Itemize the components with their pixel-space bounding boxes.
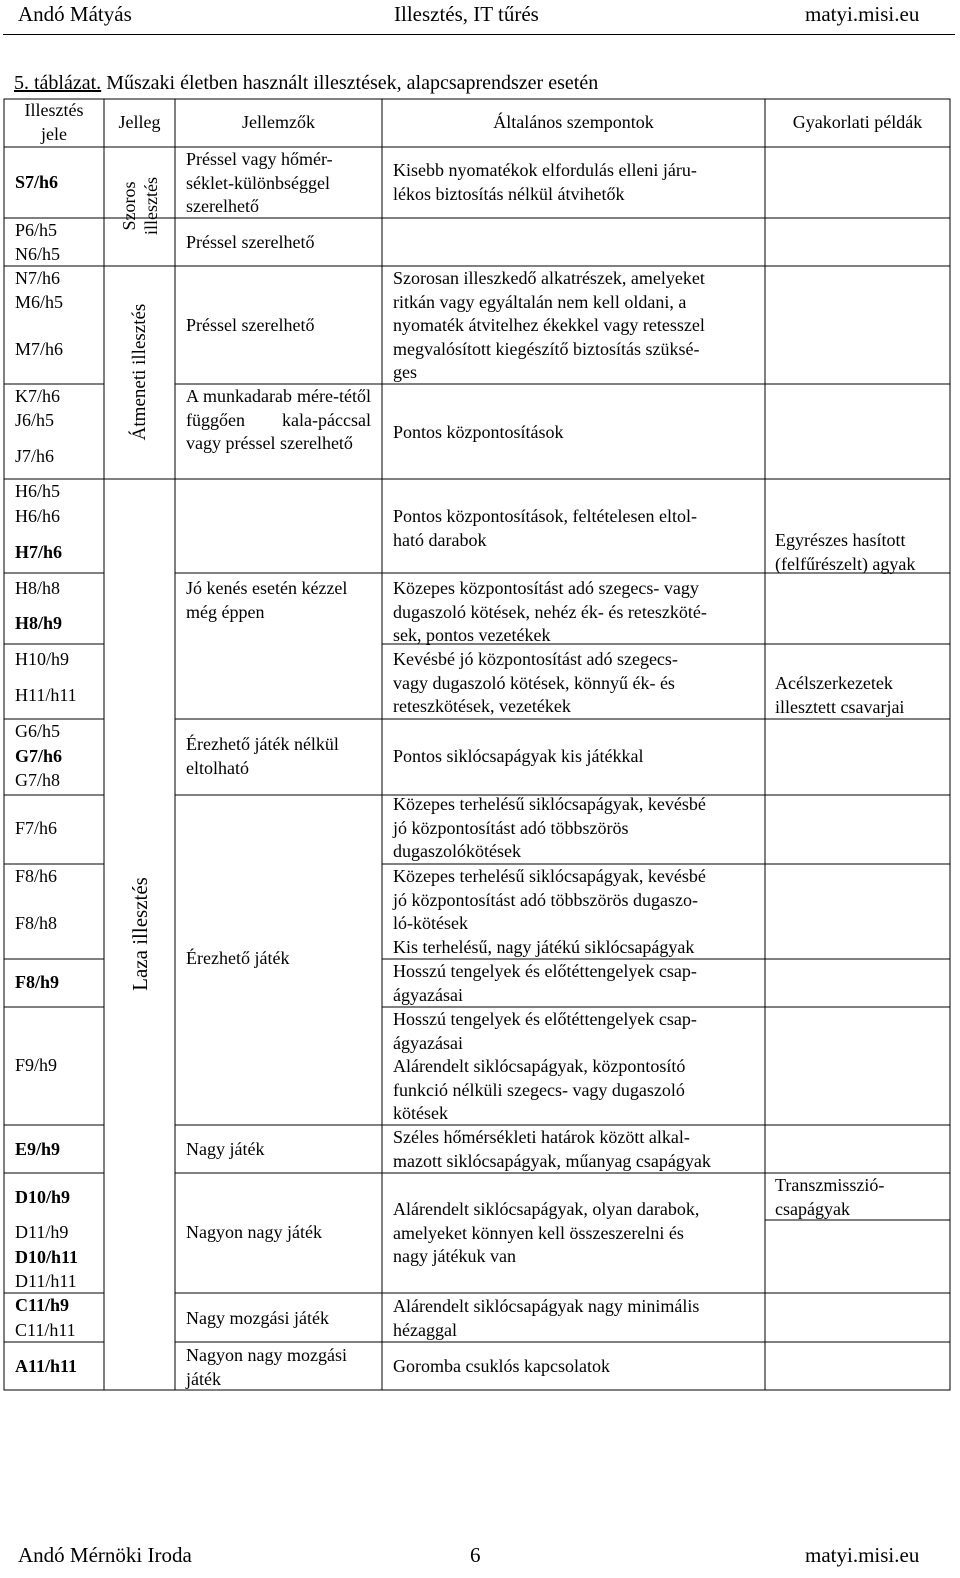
- jellemzo-text: Érezhető játék nélkül eltolható: [186, 734, 339, 778]
- th-jellemzok: Jellemzők: [242, 112, 315, 132]
- szempont-text: Alárendelt siklócsapágyak, központosító funkció nélküli szegecs- vagy dugaszoló kötések: [393, 1056, 686, 1123]
- szempont-text: Közepes terhelésű siklócsapágyak, kevésbé jó központosítást adó többszörös dugaszolókötések: [393, 794, 706, 861]
- szempont-text: Pontos központosítások: [393, 422, 564, 442]
- jelleg-laza: Laza illesztés: [128, 877, 152, 991]
- caption-number: 5. táblázat.: [14, 72, 102, 94]
- fit-label: H8/h9: [15, 613, 63, 633]
- fit-label: H10/h9: [15, 649, 69, 669]
- pelda-text: Egyrészes hasított (felfűrészelt) agyak: [775, 530, 916, 574]
- footer-page-number: 6: [470, 1543, 481, 1567]
- jellemzo-text: A munkadarab mére-tétől függően kala-páccsal vagy préssel szerelhető: [186, 386, 371, 453]
- fit-label: D10/h9: [15, 1187, 71, 1207]
- szempont-text: Széles hőmérsékleti határok között alkal- mazott siklócsapágyak, műanyag csapágyak: [393, 1127, 711, 1171]
- fit-label: H6/h5: [15, 481, 60, 501]
- fit-label: G7/h6: [15, 746, 63, 766]
- fit-label: K7/h6: [15, 386, 60, 406]
- szempont-text: Szorosan illeszkedő alkatrészek, amelyeket ritkán vagy egyáltalán nem kell oldani, a nyomaték átvitelhez ékekkel vagy retesszel megvalósított kiegészítő biztosítás szüksé- ges: [393, 268, 705, 382]
- fit-label: M6/h5: [15, 292, 64, 312]
- caption-text: Műszaki életben használt illesztések, alapcsaprendszer esetén: [101, 72, 599, 94]
- fit-label: N6/h5: [15, 244, 60, 264]
- header-site: matyi.misi.eu: [805, 2, 920, 26]
- fit-label: F7/h6: [15, 818, 58, 838]
- fit-label: J6/h5: [15, 410, 55, 430]
- footer-company: Andó Mérnöki Iroda: [18, 1543, 192, 1567]
- fit-label: G6/h5: [15, 721, 60, 741]
- th-peldak: Gyakorlati példák: [792, 112, 923, 132]
- fit-label: D11/h9: [15, 1222, 69, 1242]
- jellemzo-text: Nagyon nagy játék: [186, 1222, 322, 1242]
- szempont-text: Goromba csuklós kapcsolatok: [393, 1356, 610, 1376]
- fit-label: N7/h6: [15, 268, 60, 288]
- szempont-text: Pontos siklócsapágyak kis játékkal: [393, 746, 644, 766]
- szempont-text: Kevésbé jó központosítást adó szegecs- vagy dugaszoló kötések, könnyű ék- és reteszkötések, vezetékek: [393, 649, 678, 716]
- fit-label: H6/h6: [15, 506, 60, 526]
- jelleg-atmeneti: Átmeneti illesztés: [129, 303, 150, 441]
- jellemzo-text: Nagy játék: [186, 1139, 265, 1159]
- fit-label: H11/h11: [15, 685, 77, 705]
- pelda-text: Transzmisszió- csapágyak: [775, 1175, 885, 1219]
- szempont-text: Közepes központosítást adó szegecs- vagy dugaszoló kötések, nehéz ék- és reteszköté- sek, pontos vezetékek: [393, 578, 707, 645]
- jellemzo-text: Érezhető játék: [186, 948, 290, 968]
- fit-label: H7/h6: [15, 542, 63, 562]
- fit-label: F8/h9: [15, 972, 60, 992]
- jelleg-szoros: Szoros illesztés: [119, 177, 161, 235]
- jellemzo-text: Nagyon nagy mozgási játék: [186, 1345, 347, 1389]
- pelda-text: Acélszerkezetek illesztett csavarjai: [775, 673, 905, 717]
- fit-label: C11/h9: [15, 1295, 70, 1315]
- szempont-text: Közepes terhelésű siklócsapágyak, kevésbé jó központosítást adó többszörös dugaszo- ló-kötések: [393, 866, 706, 933]
- fit-label: J7/h6: [15, 446, 55, 466]
- szempont-text: Hosszú tengelyek és előtéttengelyek csap- ágyazásai: [393, 1009, 697, 1053]
- fit-label: F8/h6: [15, 866, 58, 886]
- jellemzo-text: Préssel szerelhető: [186, 315, 315, 335]
- fit-label: F9/h9: [15, 1055, 58, 1075]
- fit-label: D10/h11: [15, 1247, 79, 1267]
- fit-label: S7/h6: [15, 172, 59, 192]
- jellemzo-text: Nagy mozgási játék: [186, 1308, 329, 1328]
- th-jelleg: Jelleg: [118, 112, 161, 132]
- jellemzo-text: Préssel szerelhető: [186, 232, 315, 252]
- szempont-text: Alárendelt siklócsapágyak nagy minimális hézaggal: [393, 1296, 700, 1340]
- th-jele: Illesztés jele: [24, 100, 84, 144]
- szempont-text: Kisebb nyomatékok elfordulás elleni járu- lékos biztosítás nélkül átvihetők: [393, 160, 697, 204]
- th-szempontok: Általános szempontok: [493, 112, 654, 132]
- jellemzo-text: Préssel vagy hőmér- séklet-különbséggel szerelhető: [186, 149, 333, 216]
- szempont-text: Pontos központosítások, feltételesen eltol- ható darabok: [393, 506, 697, 550]
- fit-label: M7/h6: [15, 339, 64, 359]
- fit-label: G7/h8: [15, 770, 60, 790]
- fit-label: H8/h8: [15, 578, 60, 598]
- szempont-text: Alárendelt siklócsapágyak, olyan darabok, amelyeket könnyen kell összeszerelni és nagy játékuk van: [393, 1199, 700, 1266]
- szempont-text: Kis terhelésű, nagy játékú siklócsapágyak: [393, 937, 695, 957]
- fit-label: E9/h9: [15, 1139, 61, 1159]
- fit-label: F8/h8: [15, 913, 58, 933]
- footer-site: matyi.misi.eu: [805, 1543, 920, 1567]
- fit-label: C11/h11: [15, 1320, 76, 1340]
- fit-label: P6/h5: [15, 220, 58, 240]
- header-author: Andó Mátyás: [18, 2, 132, 26]
- header-rule: [3, 34, 955, 35]
- table-caption: [14, 70, 598, 96]
- szempont-text: Hosszú tengelyek és előtéttengelyek csap- ágyazásai: [393, 961, 697, 1005]
- header-subject: Illesztés, IT tűrés: [394, 2, 539, 26]
- fit-label: A11/h11: [15, 1356, 78, 1376]
- jellemzo-text: Jó kenés esetén kézzel még éppen: [186, 578, 348, 622]
- fit-label: D11/h11: [15, 1271, 77, 1291]
